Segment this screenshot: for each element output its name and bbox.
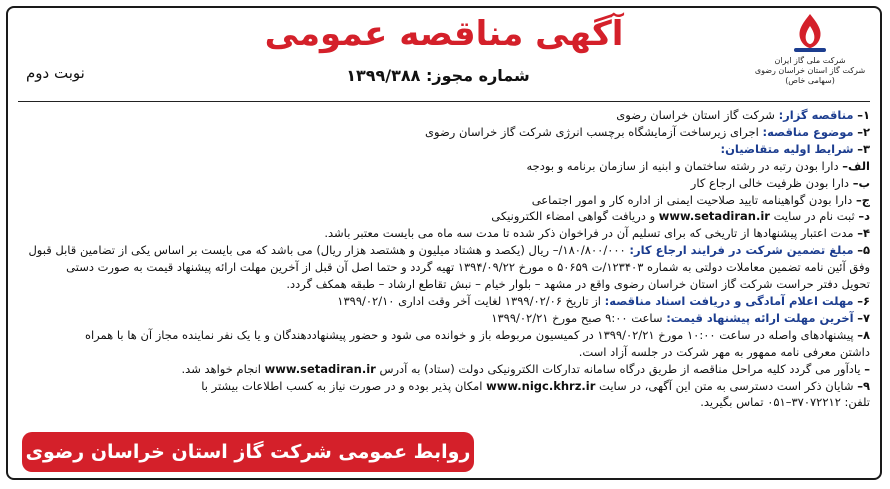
notice-item xyxy=(18,293,870,310)
notice-item xyxy=(18,259,870,276)
notice-item xyxy=(18,192,870,209)
item-label: موضوع مناقصه: xyxy=(762,124,854,139)
item-text: ساعت ۹:۰۰ صبح مورخ ۱۳۹۹/۰۲/۲۱ xyxy=(491,310,663,325)
item-website-link: www.setadiran.ir xyxy=(264,361,376,376)
item-text: اجرای زیرساخت آزمایشگاه برچسب انرژی شرکت گاز خراسان رضوی xyxy=(425,124,759,139)
notice-body xyxy=(18,107,870,428)
publication-round: نوبت دوم xyxy=(26,64,85,82)
item-text: مدت اعتبار پیشنهادها از تاریخی که برای تسلیم آن در فراخوان ذکر شده تا مدت سه ماه می بایست معتبر باشد. xyxy=(324,226,854,241)
item-text: تحویل دفتر حراست شرکت گاز استان خراسان رضوی واقع در مشهد – بلوار خیام – نبش تقاطع ارشاد – طبقه همکف گردد. xyxy=(286,277,870,292)
item-text: پیشنهادهای واصله در ساعت ۱۰:۰۰ مورخ ۱۳۹۹/۰۲/۲۱ در کمیسیون مربوطه باز و خوانده می شود و حضور پیشنهاددهندگان و یا یک نفر نماینده مجاز آن ها با همراه xyxy=(84,327,854,342)
item-text-after: امکان پذیر بوده و در صورت نیاز به کسب اطلاعات بیشتر با xyxy=(201,378,483,393)
item-label: آخرین مهلت ارائه پیشنهاد قیمت: xyxy=(666,310,854,325)
item-number: الف– xyxy=(842,158,870,173)
item-number: ۹– xyxy=(857,378,870,393)
item-text: ۱۸۰/۸۰۰/۰۰۰/– ریال (یکصد و هشتاد میلیون و هشتصد هزار ریال) می باشد که می بایست بر اساس یکی از تضامین قابل قبول xyxy=(28,243,626,258)
item-text: دارا بودن گواهینامه تایید صلاحیت ایمنی از اداره کار و امور اجتماعی xyxy=(531,192,853,207)
item-text: تلفن: ۳۷۰۷۲۲۱۲–۰۵۱ تماس بگیرید. xyxy=(700,395,870,410)
item-text-after: انجام خواهد شد. xyxy=(181,361,261,376)
notice-title: آگهی مناقصه عمومی xyxy=(264,14,624,54)
item-number: ۶– xyxy=(857,293,870,308)
notice-item xyxy=(18,310,870,327)
notice-item xyxy=(18,208,870,225)
notice-item xyxy=(18,327,870,344)
item-text: شایان ذکر است دسترسی به متن این آگهی، در سایت xyxy=(599,378,854,393)
item-number: ج– xyxy=(855,192,870,207)
item-text-after: و دریافت گواهی امضاء الکترونیکی xyxy=(491,209,656,224)
notice-item xyxy=(18,378,870,395)
notice-header xyxy=(8,8,880,100)
item-label: شرایط اولیه متقاضیان: xyxy=(720,141,854,156)
public-relations-banner: روابط عمومی شرکت گاز استان خراسان رضوی xyxy=(22,432,474,472)
notice-item xyxy=(18,141,870,158)
gas-company-logo-icon xyxy=(788,12,832,54)
item-number: ۳– xyxy=(857,141,870,156)
item-text: دارا بودن ظرفیت خالی ارجاع کار xyxy=(690,175,850,190)
company-logo xyxy=(750,12,870,98)
notice-item xyxy=(18,361,870,378)
item-number: ۱– xyxy=(857,108,870,122)
item-number: ۷– xyxy=(857,310,870,325)
item-text: وفق آئین نامه تضمین معاملات دولتی به شماره ۱۲۳۴۰۳/ت ۵۰۶۵۹ ه مورخ ۱۳۹۴/۰۹/۲۲ تهیه گردد و حتما اصل آن قبل از آخرین مهلت ارائه پیشنهاد قیمت به صورت دستی xyxy=(66,260,870,275)
notice-item xyxy=(18,344,870,361)
header-divider xyxy=(18,101,870,102)
item-number: ب– xyxy=(852,175,870,190)
item-text: دارا بودن رتبه در رشته ساختمان و ابنیه از سازمان برنامه و بودجه xyxy=(526,158,839,173)
item-label: مهلت اعلام آمادگی و دریافت اسناد مناقصه: xyxy=(604,293,854,308)
notice-item xyxy=(18,107,870,124)
item-number: – xyxy=(864,361,870,376)
item-number: ۸– xyxy=(857,327,870,342)
notice-item xyxy=(18,158,870,175)
item-text: شرکت گاز استان خراسان رضوی xyxy=(616,108,775,122)
item-text: از تاریخ ۱۳۹۹/۰۲/۰۶ لغایت آخر وقت اداری ۱۳۹۹/۰۲/۱۰ xyxy=(337,293,601,308)
item-website-link: www.nigc.khrz.ir xyxy=(486,378,596,393)
notice-item xyxy=(18,242,870,259)
notice-item xyxy=(18,394,870,411)
item-text: ثبت نام در سایت xyxy=(773,209,855,224)
item-text: یادآور می گردد کلیه مراحل مناقصه از طریق درگاه سامانه تدارکات الکترونیکی دولت (ستاد) به آدرس xyxy=(379,361,861,376)
item-label: مناقصه گزار: xyxy=(778,108,854,122)
notice-item xyxy=(18,124,870,141)
permit-number: شماره مجوز: ۱۳۹۹/۳۸۸ xyxy=(346,66,530,85)
item-text: داشتن معرفی نامه ممهور به مهر شرکت در جلسه آزاد است. xyxy=(578,344,870,359)
notice-item xyxy=(18,276,870,293)
item-website-link: www.setadiran.ir xyxy=(658,209,770,224)
item-number: ۴– xyxy=(857,226,870,241)
logo-caption: شرکت ملی گاز ایران شرکت گاز استان خراسان رضوی (سهامی خاص) xyxy=(754,56,866,85)
notice-item xyxy=(18,225,870,242)
item-label: مبلغ تضمین شرکت در فرایند ارجاع کار: xyxy=(629,243,854,258)
notice-item xyxy=(18,175,870,192)
item-number: ۲– xyxy=(857,124,870,139)
item-number: د– xyxy=(858,209,870,224)
item-number: ۵– xyxy=(857,243,870,258)
tender-notice xyxy=(6,6,882,480)
